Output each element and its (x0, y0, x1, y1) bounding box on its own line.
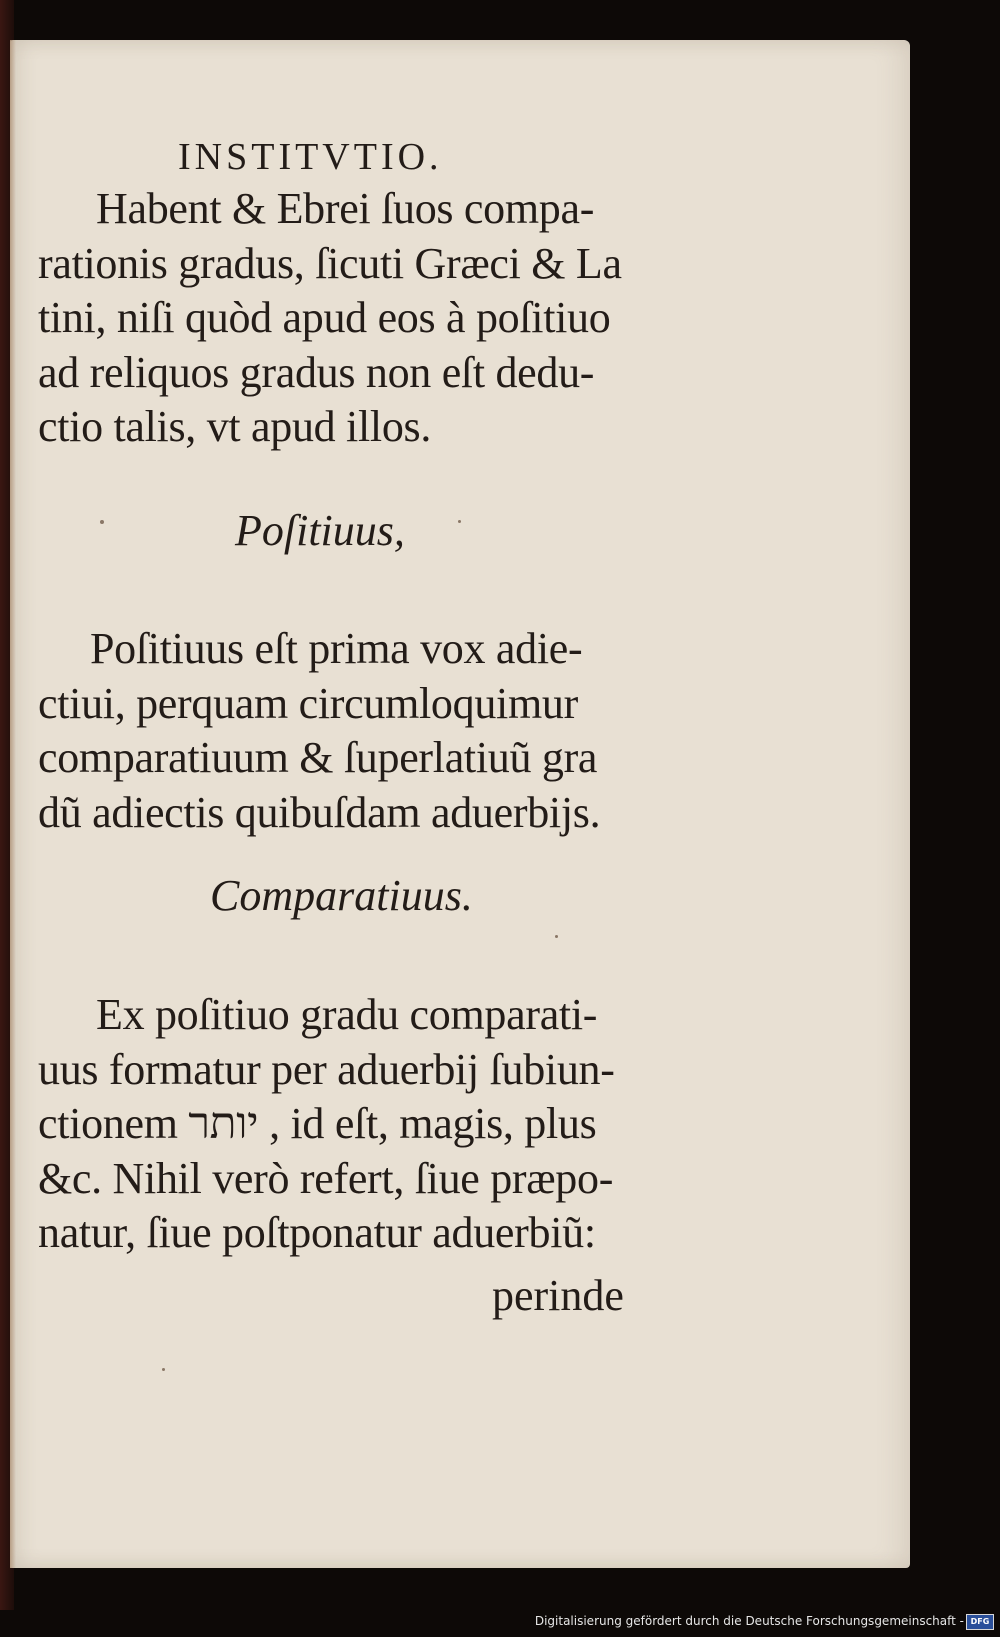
text-line: ctionem יותר , id eſt, magis, plus (38, 1099, 597, 1148)
text-line: dũ adiectis quibuſdam aduerbijs. (38, 787, 601, 837)
paper-speck (555, 935, 558, 938)
catchword: perinde (492, 1271, 624, 1320)
text-line: Ex poſitiuo gradu comparati- (96, 990, 598, 1039)
footer-credit: Digitalisierung gefördert durch die Deutsche Forschungsgemeinschaft - (534, 1614, 964, 1628)
digitization-footer (0, 1610, 1000, 1637)
text-line: &c. Nihil verò refert, ſiue præpo- (38, 1153, 614, 1203)
text-line: uus formatur per aduerbij ſubiun- (38, 1044, 615, 1094)
text-line: Habent & Ebrei ſuos compa- (96, 184, 595, 233)
running-head: INSTITVTIO. (178, 136, 443, 178)
paper-speck (162, 1368, 165, 1371)
text-line: Poſitiuus eſt prima vox adie- (90, 624, 583, 673)
text-line: ctiui, perquam circumloquimur (38, 678, 578, 728)
paper-speck (100, 520, 104, 524)
book-page (10, 40, 910, 1568)
paper-speck (458, 520, 461, 523)
text-line: ad reliquos gradus non eſt dedu- (38, 347, 595, 397)
text-line: ctio talis, vt apud illos. (38, 402, 432, 451)
text-line: comparatiuum & ſuperlatiuũ gra (38, 733, 598, 782)
dfg-logo-icon: DFG (966, 1614, 994, 1630)
section-heading-positiuus: Poſitiuus, (235, 506, 405, 555)
section-heading-comparatiuus: Comparatiuus. (210, 871, 473, 920)
text-line: natur, ſiue poſtponatur aduerbiũ: (38, 1208, 596, 1257)
text-line: tini, niſi quòd apud eos à poſitiuo (38, 293, 611, 342)
paragraph-positiuus (38, 622, 658, 840)
paragraph-intro (38, 182, 658, 455)
text-line: rationis gradus, ſicuti Græci & La (38, 238, 622, 288)
paragraph-comparatiuus (38, 988, 658, 1261)
